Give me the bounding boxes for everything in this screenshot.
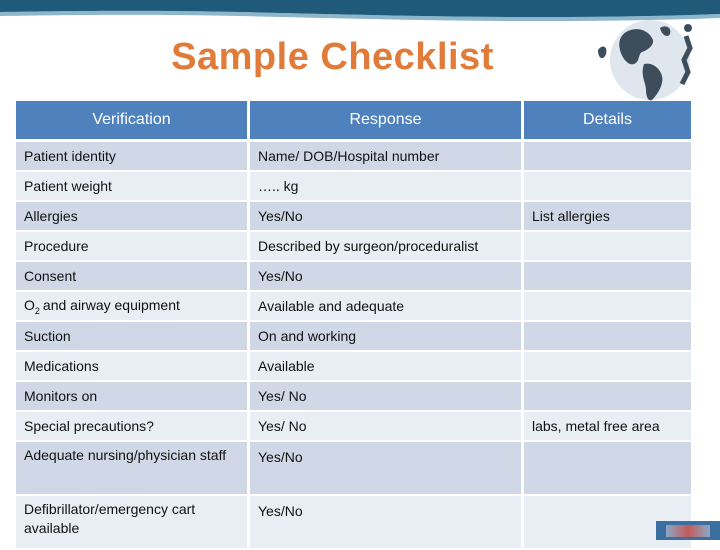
- details-cell: [524, 322, 694, 352]
- table-row: [16, 292, 694, 322]
- verification-cell: Monitors on: [16, 382, 250, 412]
- response-cell: Available: [250, 352, 524, 382]
- details-cell: List allergies: [524, 202, 694, 232]
- table-row: [16, 412, 694, 442]
- verification-text: and airway equipment: [42, 296, 180, 313]
- oxygen-symbol: O: [24, 296, 35, 313]
- verification-cell: [16, 292, 250, 322]
- verification-cell: Defibrillator/emergency cart available: [16, 496, 250, 550]
- verification-cell: Adequate nursing/physician staff: [16, 442, 250, 496]
- response-cell: Name/ DOB/Hospital number: [250, 142, 524, 172]
- globe-icon: [592, 10, 704, 108]
- response-cell: Yes/ No: [250, 382, 524, 412]
- response-cell: Yes/No: [250, 442, 524, 496]
- table-row: [16, 172, 694, 202]
- table-row: [16, 382, 694, 412]
- checklist-table: [16, 101, 694, 550]
- table-row: [16, 496, 694, 550]
- verification-cell: Patient identity: [16, 142, 250, 172]
- response-cell: ….. kg: [250, 172, 524, 202]
- response-cell: Yes/No: [250, 202, 524, 232]
- details-cell: [524, 352, 694, 382]
- response-cell: Described by surgeon/proceduralist: [250, 232, 524, 262]
- details-cell: [524, 262, 694, 292]
- table-row: [16, 352, 694, 382]
- details-cell: [524, 172, 694, 202]
- table-row: [16, 442, 694, 496]
- table-row: [16, 142, 694, 172]
- header-verification: Verification: [16, 101, 250, 142]
- response-cell: Yes/No: [250, 262, 524, 292]
- response-cell: Yes/ No: [250, 412, 524, 442]
- response-cell: Yes/No: [250, 496, 524, 550]
- oxygen-subscript: 2: [34, 305, 40, 316]
- institution-logo: [656, 521, 720, 540]
- verification-cell: Consent: [16, 262, 250, 292]
- details-cell: [524, 142, 694, 172]
- table-row: [16, 202, 694, 232]
- verification-cell: Allergies: [16, 202, 250, 232]
- verification-cell: Suction: [16, 322, 250, 352]
- table-row: [16, 232, 694, 262]
- verification-cell: Patient weight: [16, 172, 250, 202]
- logo-mark: [666, 525, 710, 537]
- details-cell: [524, 382, 694, 412]
- details-cell: [524, 442, 694, 496]
- table-row: [16, 262, 694, 292]
- header-response: Response: [250, 101, 524, 142]
- response-cell: Available and adequate: [250, 292, 524, 322]
- response-cell: On and working: [250, 322, 524, 352]
- verification-cell: Medications: [16, 352, 250, 382]
- header-details: Details: [524, 101, 694, 142]
- details-cell: labs, metal free area: [524, 412, 694, 442]
- verification-cell: Procedure: [16, 232, 250, 262]
- table-row: [16, 322, 694, 352]
- page-title: Sample Checklist: [171, 36, 494, 78]
- verification-cell: Special precautions?: [16, 412, 250, 442]
- details-cell: [524, 292, 694, 322]
- details-cell: [524, 232, 694, 262]
- table-header-row: [16, 101, 694, 142]
